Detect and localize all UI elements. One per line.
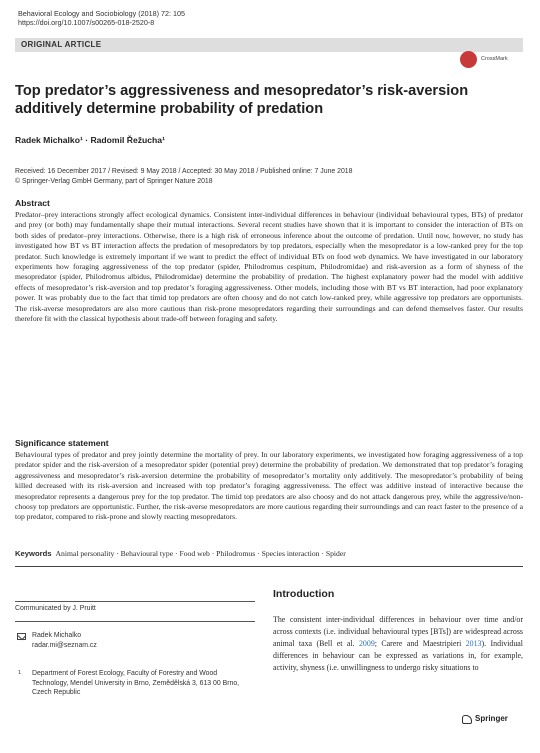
- author-list[interactable]: Radek Michalko¹ · Radomil Řežucha¹: [15, 135, 165, 145]
- abstract-text: Predator–prey interactions strongly affect ecological dynamics. Consistent inter-individual differences in behaviour (individual behavioural types, BTs) of predator and prey (or both) may fundamentally shape their mutual interactions. Several recent studies have shown that it is important to consider the interaction of BTs on both sides of predator–prey interactions. Otherwise, there is a high risk of erroneous inference about the outcome of predation. Until now, however, no study has investigated how BT vs BT interaction affects the predation of mesopredators by top predators, especially when the mesopredator is a low-ranked prey for the top predator. Such knowledge is extremely important if we want to predict the effect of individual BTs on food web dynamics. We have investigated in our laboratory experiments how foraging aggressiveness of the top predator (spider, Philodromus cespitum, Philodromidae) and risk-aversion as a form of shyness of the mesopredator (spider, Philodromus albidus, Philodromidae) determine the probability of predation. The highest explanatory power had the model with additive effects of mesopredator’s risk-aversion and top predator’s foraging aggressiveness. Other models, including those with BT vs BT interaction, had poor explanatory power. It was probably due to the fact that timid top predators are often choosy and do not catch low-ranked prey, while aggressive top predators are opportunists. The risk-averse mesopredators are also more cautious than risk-prone mesopredators regarding their surroundings and can defend themselves faster. Our results therefore fit with the classical hypothesis about trade-off between foraging and safety.: [15, 210, 523, 324]
- crossmark-icon: [460, 51, 477, 68]
- publication-dates: [15, 167, 352, 186]
- corresponding-author-name: Radek Michalko: [32, 632, 82, 639]
- significance-heading: Significance statement: [15, 438, 109, 448]
- introduction-heading: Introduction: [273, 588, 335, 600]
- significance-text: Behavioural types of predator and prey jointly determine the mortality of prey. In our laboratory experiments, we investigated how foraging aggressiveness of a top predator spider and the risk-aversion of a mesopredator spider (potential prey) determine the probability of predation. We demonstrated that top predator’s foraging aggressiveness and mesopredator’s risk-aversion determine the probability of mesopredator’s mortality only additively. The mesopredator’s probability of being killed decreased with its risk-aversion and increased with top predator’s foraging aggressiveness. The effect was additive instead of interactive because the mesopredator represents a dangerous prey for the top predator. The timid top predators are also choosy and do not attack dangerous prey, while the aggressive/non-choosy top predators are opportunistic. Further, the risk-averse mesopredators are more cautious regarding their surroundings and can react faster to the presence of a top predator, compared to risk-prone and slowly reacting mesopredators.: [15, 450, 523, 522]
- springer-horse-icon: [462, 715, 472, 724]
- article-title: Top predator’s aggressiveness and mesopredator’s risk-aversion additively determine probability of predation: [15, 83, 469, 117]
- abstract-heading: Abstract: [15, 198, 50, 208]
- introduction-text: [273, 614, 523, 674]
- affiliation-text: Department of Forest Ecology, Faculty of Forestry and Wood Technology, Mendel University in Brno, Zemědělská 3, 613 00 Brno, Czech Republic: [32, 670, 240, 696]
- corresponding-author-email[interactable]: radar.mi@seznam.cz: [32, 641, 97, 649]
- intro-text-b: ; Carere and Maestripieri: [374, 639, 466, 649]
- intro-text-a: The consistent inter-individual differences in behaviour over time and/or across contexts (i.e. individual behavioural types [BTs]) are widespread across animal taxa (Bell et al.: [273, 615, 523, 649]
- springer-logo: [462, 714, 522, 726]
- citation-link[interactable]: 2013: [465, 639, 482, 649]
- article-type-bar: [15, 38, 523, 52]
- citation-link[interactable]: 2009: [358, 639, 375, 649]
- corresponding-author: [32, 631, 97, 650]
- springer-label: Springer: [475, 714, 508, 723]
- keywords-label: Keywords: [15, 549, 52, 558]
- section-divider: [15, 566, 523, 567]
- crossmark-button[interactable]: [458, 48, 518, 72]
- crossmark-label: CrossMark: [481, 56, 508, 62]
- footnote-divider-bottom: [15, 621, 255, 622]
- intro-text-c: ). Individual differences in behaviour can be expressed as variations in, for example, activity, shyness (i.e. unwillingness to undergo risky situations to: [273, 639, 523, 673]
- copyright-notice: © Springer-Verlag GmbH Germany, part of Springer Nature 2018: [15, 177, 213, 185]
- journal-citation: Behavioral Ecology and Sociobiology (2018) 72: 105: [18, 9, 186, 18]
- keywords-text: Animal personality · Behavioural type · Food web · Philodromus · Species interaction · Spider: [55, 549, 346, 558]
- journal-header: [18, 9, 185, 27]
- article-type-label: ORIGINAL ARTICLE: [21, 40, 102, 49]
- keywords-line: [15, 549, 523, 559]
- journal-doi[interactable]: https://doi.org/10.1007/s00265-018-2520-8: [18, 18, 155, 27]
- affiliation-number: 1: [18, 670, 22, 676]
- publication-history: Received: 16 December 2017 / Revised: 9 May 2018 / Accepted: 30 May 2018 / Published online: 7 June 2018: [15, 168, 353, 175]
- communicated-by: Communicated by J. Pruitt: [15, 605, 96, 612]
- mail-icon: [17, 633, 26, 640]
- footnote-divider-top: [15, 601, 255, 602]
